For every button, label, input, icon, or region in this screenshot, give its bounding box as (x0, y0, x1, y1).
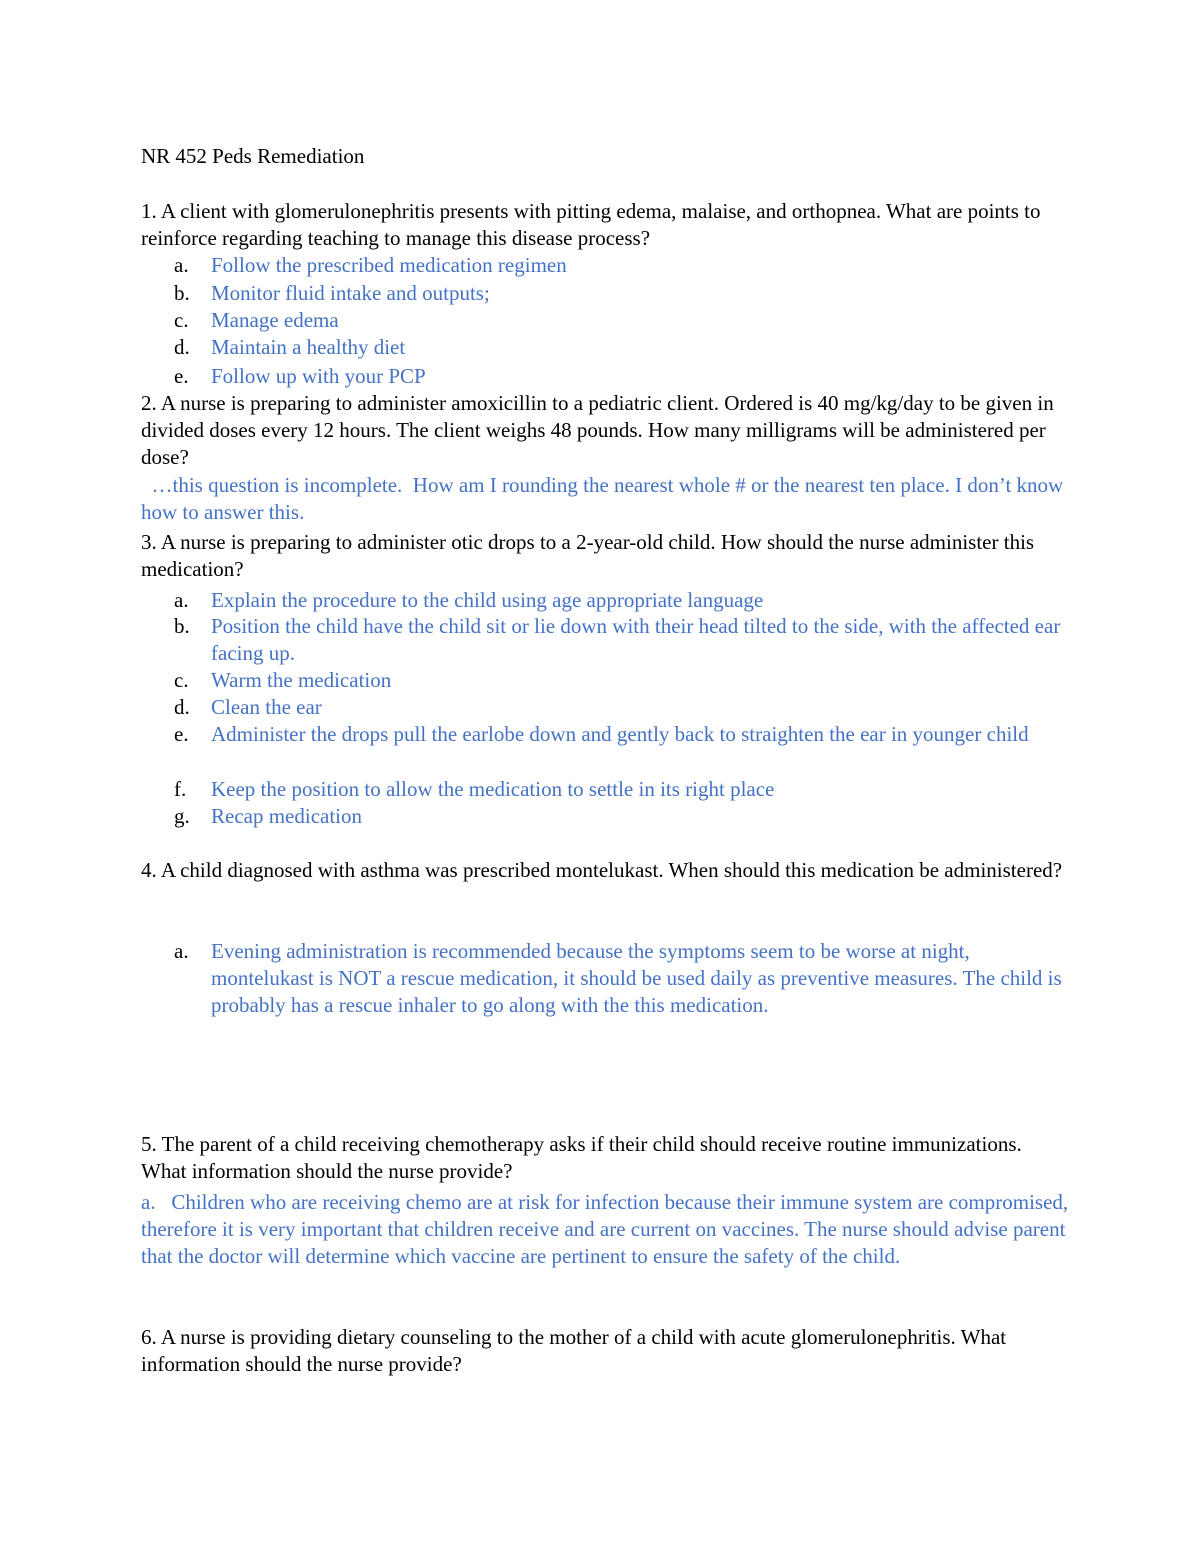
question-1-option-e (174, 363, 1074, 390)
option-letter: b. (174, 281, 190, 305)
option-answer-text: Follow up with your PCP (211, 364, 426, 388)
option-answer-text: Position the child have the child sit or lie down with their head tilted to the side, with the affected ear facing up. (211, 614, 1061, 665)
option-answer-text: Administer the drops pull the earlobe down and gently back to straighten the ear in younger child (211, 722, 1029, 746)
question-3-option-g (174, 803, 1074, 830)
document-title: NR 452 Peds Remediation (141, 144, 365, 168)
question-4-option-a (174, 938, 1074, 1019)
question-3-text: 3. A nurse is preparing to administer otic drops to a 2-year-old child. How should the nurse administer this medication? (141, 530, 1035, 581)
option-letter: b. (174, 614, 190, 638)
option-letter: d. (174, 335, 190, 359)
option-letter: c. (174, 308, 189, 332)
option-letter: a. (174, 939, 189, 963)
option-letter: e. (174, 364, 189, 388)
option-answer-text: Evening administration is recommended because the symptoms seem to be worse at night, montelukast is NOT a rescue medication, it should be used daily as preventive measures. The child is probably has a rescue inhaler to go along with the this medication. (211, 939, 1062, 1017)
option-letter: a. (174, 253, 189, 277)
option-letter: c. (174, 668, 189, 692)
option-answer-text: Maintain a healthy diet (211, 335, 406, 359)
option-answer-text: Warm the medication (211, 668, 392, 692)
option-answer-text: Follow the prescribed medication regimen (211, 253, 567, 277)
option-answer-text: Manage edema (211, 308, 339, 332)
option-letter: g. (174, 804, 190, 828)
option-answer-text: Keep the position to allow the medication to settle in its right place (211, 777, 775, 801)
question-5-text: 5. The parent of a child receiving chemotherapy asks if their child should receive routine immunizations. What information should the nurse provide? (141, 1132, 1022, 1183)
question-5-answer: a. Children who are receiving chemo are at risk for infection because their immune system are compromised, therefore it is very important that children receive and are current on vaccines. The nurse should advise parent that the doctor will determine which vaccine are pertinent to ensure the safety of the child. (141, 1190, 1074, 1268)
question-3-option-a (174, 587, 1074, 614)
question-3-option-e (174, 721, 1074, 748)
option-answer-text: Monitor fluid intake and outputs; (211, 281, 490, 305)
option-answer-text: Explain the procedure to the child using age appropriate language (211, 588, 764, 612)
option-letter: e. (174, 722, 189, 746)
option-answer-text: Recap medication (211, 804, 363, 828)
question-2-answer: …this question is incomplete. How am I rounding the nearest whole # or the nearest ten place. I don’t know how to answer this. (141, 473, 1069, 524)
question-3-option-d (174, 694, 1074, 721)
question-1-option-d (174, 334, 1074, 361)
question-2-text: 2. A nurse is preparing to administer amoxicillin to a pediatric client. Ordered is 40 mg/kg/day to be given in divided doses every 12 hours. The client weighs 48 pounds. How many milligrams will be administered per dose? (141, 391, 1054, 469)
question-3-option-c (174, 667, 1074, 694)
question-1-option-c (174, 307, 1074, 334)
question-1-option-b (174, 280, 1074, 307)
question-1-option-a (174, 252, 1074, 279)
option-letter: f. (174, 777, 187, 801)
option-answer-text: Clean the ear (211, 695, 322, 719)
question-3-option-f (174, 776, 1074, 803)
question-4-text: 4. A child diagnosed with asthma was prescribed montelukast. When should this medication be administered? (141, 858, 1063, 882)
question-3-option-b (174, 613, 1074, 667)
option-letter: a. (174, 588, 189, 612)
option-letter: d. (174, 695, 190, 719)
question-6-text: 6. A nurse is providing dietary counseling to the mother of a child with acute glomerulonephritis. What information should the nurse provide? (141, 1325, 1007, 1376)
question-1-text: 1. A client with glomerulonephritis presents with pitting edema, malaise, and orthopnea. What are points to reinforce regarding teaching to manage this disease process? (141, 199, 1041, 250)
